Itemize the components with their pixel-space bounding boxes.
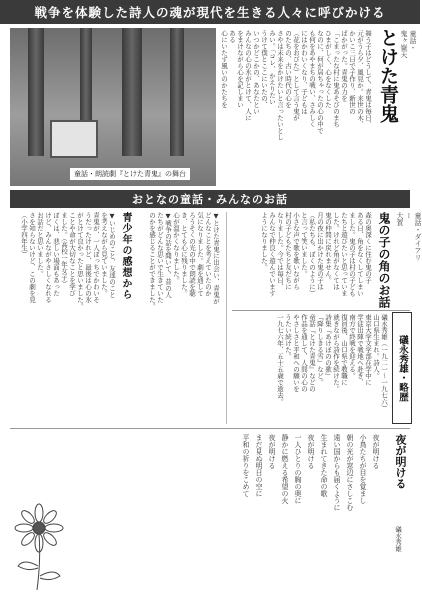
story1-series-label: 童話・ — [409, 30, 417, 51]
text-line: （小学四年生） — [20, 212, 28, 258]
text-line: をまけながら心を記しまい — [236, 30, 244, 108]
text-line: 小鳥たちが目を覚まし — [359, 434, 367, 504]
text-line: 復員後、山口県で教職に — [340, 314, 348, 386]
story2-series-label: 童話・ダイアリー — [405, 212, 422, 261]
text-line: 一人ひとりの胸の奥に — [294, 434, 302, 504]
bio-title-box — [392, 312, 412, 424]
text-line: うけて僕とここにいたの、 — [260, 30, 268, 108]
text-line: を考えながら見ていました。 — [100, 212, 108, 297]
text-line: なのに、何が居ちゃったの心の中で — [316, 30, 324, 134]
text-line: ろうそくの光の中で朗読を聴 — [188, 212, 196, 297]
text-line: まだ見ぬ明日の空に — [255, 434, 263, 497]
text-line: 心が温かくなりました。 — [172, 212, 180, 284]
text-line: みい。「コレ、かえりたい — [268, 30, 276, 105]
text-line: 学徒出陣で戦地へ赴き、 — [356, 314, 364, 386]
flower-illustration — [10, 500, 68, 592]
text-line: うだったけれど、最後は心の氷 — [84, 212, 92, 303]
text-line: ことや命が大切なことを学び — [68, 212, 76, 297]
text-line: ました。鬼の子は村の子ども — [348, 212, 356, 297]
tree-trunk — [170, 28, 184, 156]
text-line: たちがどんな思いで生きていた — [156, 212, 164, 303]
column-divider — [226, 212, 227, 424]
text-line: ました。（高校一年女子） — [60, 212, 68, 287]
text-line: 詩集『あけぼのの歌』 — [324, 314, 332, 379]
story1-title: とけた青鬼 — [377, 28, 399, 123]
text-line: さを知らないけど、この劇を見 — [28, 212, 36, 303]
section-divider — [232, 310, 410, 311]
text-line: ▼戦争の話を聞いて、昔の人 — [164, 212, 172, 298]
text-line: 元がうら夕、風見か。来世の木、 — [356, 30, 364, 128]
text-line: のかを感じることができました。 — [148, 212, 156, 310]
top-banner-text: 戦争を体験した詩人の魂が現代を生きる人々に呼びかける — [34, 5, 386, 20]
text-line: さやは未来をかけたいと言ったいとし — [276, 30, 284, 141]
youth-title: 青少年の感想から — [120, 212, 131, 300]
text-line: お話だと思いました。 — [36, 212, 44, 277]
section-banner: おとなの童話・みんなのお話 — [10, 190, 410, 208]
text-line: 夜が明ける — [268, 434, 276, 469]
text-line: ぼくは、悲しい場面もあった — [52, 212, 60, 297]
poem-title: 夜が明ける — [394, 434, 407, 489]
text-line: 山口県生まれ。詩人。 — [372, 314, 380, 379]
poem-body — [70, 434, 382, 590]
text-line: （花をおびた）として言う鬼が — [292, 30, 300, 121]
text-line: ▼いじめのこと、友達のこと — [108, 212, 116, 298]
text-line: も何をあやまちの戦い、さみしく — [308, 30, 316, 128]
text-line: 森の奥深くに住む鬼の子 — [364, 212, 372, 284]
text-line: 就きながら詩作を続けた。 — [332, 314, 340, 392]
story2-body — [232, 212, 372, 308]
text-line: 小さな声で歌を歌いながら — [292, 212, 300, 290]
text-line: 礒永秀雄（一九二一〜一九七六） — [380, 314, 388, 412]
text-line: 夜が明ける — [307, 434, 315, 469]
text-line: いつかどこかの、あなたとい — [252, 30, 260, 115]
story2-title: 鬼の子の角のお話 — [377, 212, 391, 308]
text-line: 一九七六年、五十五歳で逝去。 — [276, 314, 284, 405]
text-line: 気になりました。劇を通して — [196, 212, 204, 297]
story1-body — [222, 30, 372, 186]
story1-author: 鬼ヶ嶽天 — [400, 30, 408, 58]
text-line: 鬼の仲間に戻れません。 — [324, 212, 332, 284]
text-line: 村の子どもたちと友だちに — [284, 212, 292, 290]
text-line: うたい続けた。 — [284, 314, 292, 360]
text-line: 平和の祈りをこめて — [242, 434, 250, 497]
photo-caption: 童話・朗読劇『とけた青鬼』の舞台 — [70, 168, 190, 180]
stage-photo — [10, 28, 216, 186]
text-line: けど、みんながやさしくなれる — [44, 212, 52, 303]
text-line: がとけて良かったと思いました。 — [76, 212, 84, 310]
poem-author: 礒永秀雄 — [394, 526, 402, 552]
text-line: した。けれど角がなくては — [332, 212, 340, 290]
text-line: （私たちも、ぼくのように） — [308, 212, 316, 297]
text-line: にはかわいくなり、子どもは — [300, 30, 308, 115]
text-line: 南方で終戦を迎える。 — [348, 314, 356, 379]
text-line: ぱかがった。青鬼の力を — [340, 30, 348, 102]
youth-body-right — [132, 212, 220, 424]
text-line: 夜が明ける — [372, 434, 380, 469]
bio-title: 礒永秀雄・略歴 — [397, 334, 408, 402]
text-line: 『降りしきる雪』など。 — [316, 314, 324, 386]
text-line: 作品を通して、人間の心の — [300, 314, 308, 392]
text-line: と言って笑いました。 — [300, 212, 308, 277]
text-line: 朝の光が窓辺にさしこむ — [346, 434, 354, 511]
text-line: みんなで仲良く遊んでいます — [268, 212, 276, 297]
text-line: ある日、角をなくしてしまい — [356, 212, 364, 297]
text-line: やさしさと平和への願いを — [292, 314, 300, 392]
text-line: 青鬼が、一人ぼっちでかわいそ — [92, 212, 100, 303]
text-line: 心にいたず風いのかたちを — [220, 30, 228, 108]
text-line: みんなの心の氷がとけて、人に — [244, 30, 252, 121]
text-line: ▼とけた青鬼に出会い、青鬼が — [212, 212, 220, 305]
section-divider — [10, 428, 410, 429]
youth-body — [10, 212, 116, 424]
text-line: たちと遊びたいと思っていま — [340, 212, 348, 297]
top-banner — [0, 0, 420, 24]
text-line: のたちの、古い時代の心を — [284, 30, 292, 108]
tree-trunk — [122, 28, 142, 156]
text-line: 静かに燃える希望の火 — [281, 434, 289, 504]
text-line: き、とても心に残りました。 — [180, 212, 188, 297]
text-line: 遠い国からも届くように — [333, 434, 341, 511]
tree-trunk — [28, 28, 44, 156]
shrine-structure — [50, 120, 98, 158]
text-line: なりました。今では毎日、 — [276, 212, 284, 290]
text-line: 東京大学文学部在学中に — [364, 314, 372, 386]
text-line: 「こまったな村に鬼あそびのまち — [332, 30, 340, 128]
text-line: どんなことを考えていたのか — [204, 212, 212, 297]
text-line: 月の夜に出かけた鬼の子は — [316, 212, 324, 290]
text-line: ある — [228, 30, 236, 43]
text-line: 童話『とけた青鬼』などの — [308, 314, 316, 392]
story2-author: 大賀 — [396, 212, 404, 226]
text-line: ひまがしく、心をなくした — [324, 30, 332, 108]
text-line: かいこ三日で子作り、新世の — [348, 30, 356, 115]
bio-body — [232, 314, 388, 422]
text-line: 生まれてきた命の歌 — [320, 434, 328, 497]
text-line: 舞う子はどうして、青鬼は毎日、 — [364, 30, 372, 128]
text-line: ようになりました。 — [260, 212, 268, 271]
